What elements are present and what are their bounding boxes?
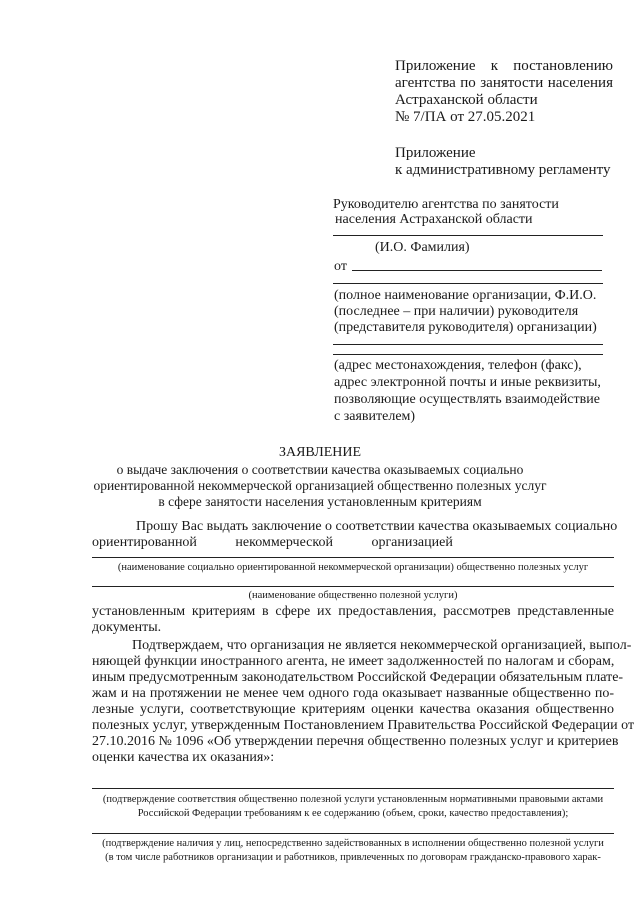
body-p2-line-6: полезных услуг, утвержденным Постановлением Правительства Российской Федерации от <box>92 718 635 733</box>
from-label: от <box>334 259 347 274</box>
caption-confirm-1: (подтверждение соответствия общественно полезной услуги установленным нормативными правовыми актами <box>102 794 604 805</box>
address-field-line-1 <box>333 344 603 345</box>
address-field-line-2 <box>333 354 603 355</box>
caption-staff-2: (в том числе работников организации и работников, привлеченных по договорам гражданско-правового харак- <box>105 852 601 863</box>
org-caption-1: (полное наименование организации, Ф.И.О. <box>334 288 597 303</box>
title-line-3: в сфере занятости населения установленным критериям <box>158 494 482 509</box>
body-p1-line-2: ориентированной некоммерческой организацией <box>92 535 453 550</box>
body-p2-line-5: лезные услуги, соответствующие критериям оценки качества оказания общественно <box>92 702 614 717</box>
body-p1-line-1: Прошу Вас выдать заключение о соответствии качества оказываемых социально <box>136 519 618 534</box>
body-p1-line-3: установленным критериям в сфере их предоставления, рассмотрев представленные <box>92 604 614 619</box>
body-p2-line-7: 27.10.2016 № 1096 «Об утверждении перечня общественно полезных услуг и критериев <box>92 734 619 749</box>
body-p2-line-1: Подтверждаем, что организация не является некоммерческой организацией, выпол- <box>132 638 632 653</box>
appendix-line-3: Астраханской области <box>395 92 538 108</box>
name-caption: (И.О. Фамилия) <box>375 240 470 255</box>
appendix-line-4: № 7/ПА от 27.05.2021 <box>395 109 536 125</box>
appendix-line-2: агентства по занятости населения <box>395 75 613 91</box>
name-field-line <box>333 235 603 236</box>
body-p2-line-4: жам и на протяжении не менее чем одного года оказывает названные общественно по- <box>92 686 614 701</box>
appendix-line-1: Приложение к постановлению <box>395 58 613 74</box>
caption-staff-1: (подтверждение наличия у лиц, непосредственно задействованных в исполнении общественно полезной услуги <box>102 838 604 849</box>
from-field-line <box>352 270 602 271</box>
title-line-2: ориентированной некоммерческой организацией общественно полезных услуг <box>93 478 547 493</box>
address-caption-1: (адрес местонахождения, телефон (факс), <box>334 358 582 373</box>
staff-field-line <box>92 833 614 834</box>
caption-confirm-2: Российской Федерации требованиям к ее содержанию (объем, сроки, качество предоставления); <box>137 808 569 819</box>
document-heading: ЗАЯВЛЕНИЕ <box>278 445 362 460</box>
address-caption-4: с заявителем) <box>334 409 416 424</box>
appendix2-line-2: к административному регламенту <box>395 162 611 178</box>
address-caption-2: адрес электронной почты и иные реквизиты, <box>334 375 601 390</box>
org-caption-3: (представителя руководителя) организации) <box>334 320 597 335</box>
addressee-line-1: Руководителю агентства по занятости <box>333 197 559 212</box>
org-caption-2: (последнее – при наличии) руководителя <box>334 304 579 319</box>
title-line-1: о выдаче заключения о соответствии качества оказываемых социально <box>116 462 524 477</box>
service-name-line <box>92 586 614 587</box>
address-caption-3: позволяющие осуществлять взаимодействие <box>334 392 600 407</box>
org-field-line <box>333 283 603 284</box>
body-p2-line-3: иным предусмотренным законодательством Российской Федерации обязательным плате- <box>92 670 624 685</box>
addressee-line-2: населения Астраханской области <box>335 212 533 227</box>
body-p1-line-4: документы. <box>92 620 162 635</box>
appendix2-line-1: Приложение <box>395 145 476 161</box>
org-name-line <box>92 557 614 558</box>
body-p2-line-8: оценки качества их оказания»: <box>92 750 275 765</box>
confirm-field-line <box>92 788 614 789</box>
caption-org-name: (наименование социально ориентированной некоммерческой организации) общественно полезных услуг <box>117 562 589 573</box>
body-p2-line-2: няющей функции иностранного агента, не имеет задолженностей по налогам и сборам, <box>92 654 615 669</box>
caption-service-name: (наименование общественно полезной услуги) <box>248 590 458 601</box>
